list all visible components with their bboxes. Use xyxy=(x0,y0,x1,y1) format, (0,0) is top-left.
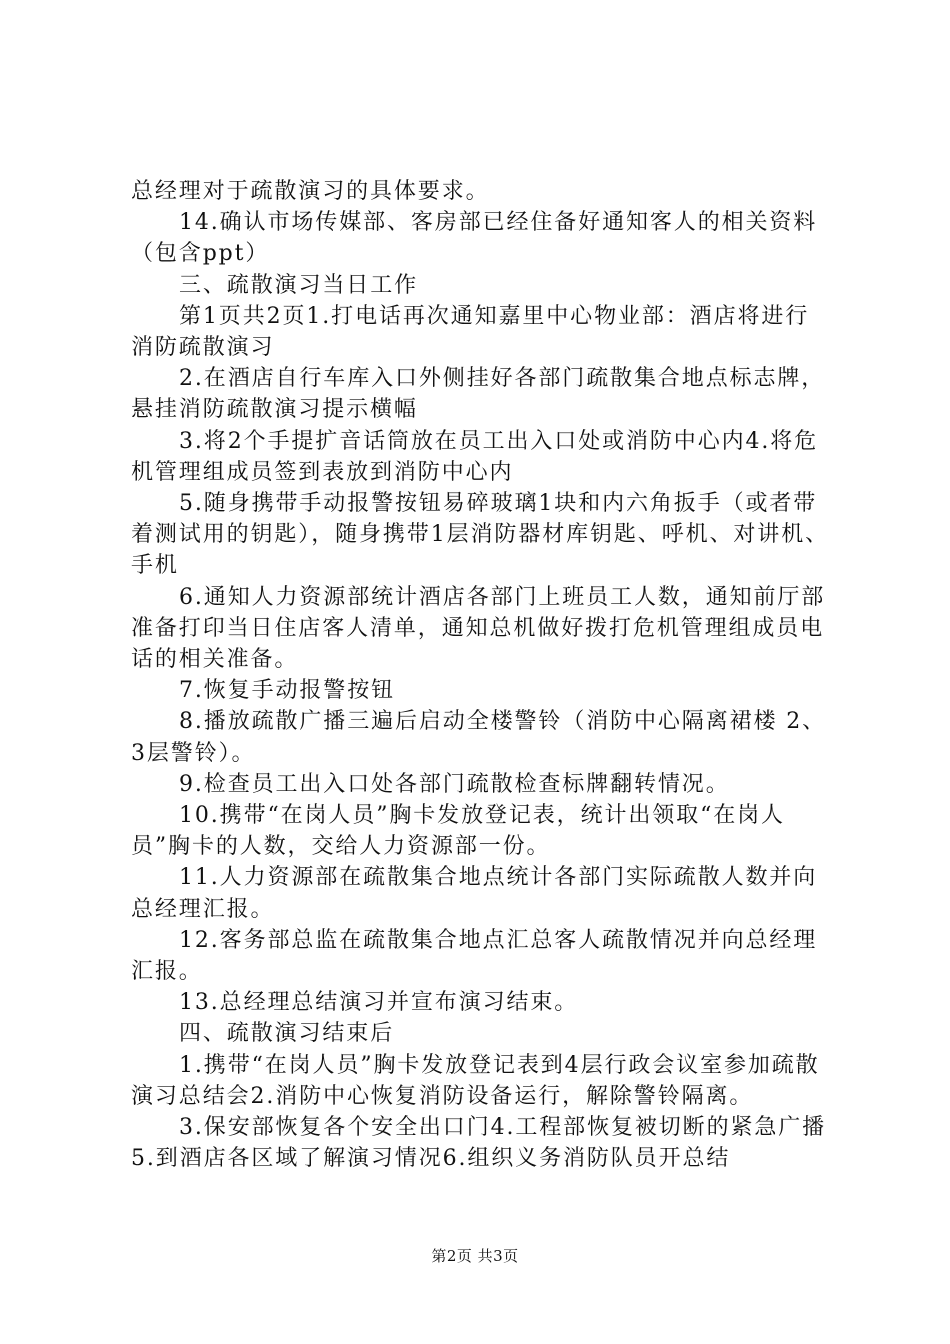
paragraph-15: 四、疏散演习结束后 xyxy=(179,1021,395,1047)
paragraph-6: 5.随身携带手动报警按钮易碎玻璃1块和内六角扳手（或者带着测试用的钥匙），随身携带1层消防器材库钥匙、呼机、对讲机、手机 xyxy=(131,491,829,579)
paragraph-16: 1.携带“在岗人员”胸卡发放登记表到4层行政会议室参加疏散演习总结会2.消防中心恢复消防设备运行，解除警铃隔离。 xyxy=(131,1052,820,1109)
paragraph-0: 总经理对于疏散演习的具体要求。 xyxy=(131,179,490,204)
document-body xyxy=(131,176,831,1175)
paragraph-8: 7.恢复手动报警按钮 xyxy=(179,678,395,704)
page-number-label: 第2页 共3页 xyxy=(431,1247,519,1265)
paragraph-12: 11.人力资源部在疏散集合地点统计各部门实际疏散人数并向总经理汇报。 xyxy=(131,865,818,922)
paragraph-10: 9.检查员工出入口处各部门疏散检查标牌翻转情况。 xyxy=(179,771,730,797)
paragraph-11: 10.携带“在岗人员”胸卡发放登记表，统计出领取“在岗人员”胸卡的人数，交给人力资源部一份。 xyxy=(131,803,785,860)
paragraph-5: 3.将2个手提扩音话筒放在员工出入口处或消防中心内4.将危机管理组成员签到表放到消防中心内 xyxy=(131,428,819,485)
page-footer xyxy=(0,1245,950,1266)
paragraph-2: 三、疏散演习当日工作 xyxy=(179,272,419,298)
paragraph-13: 12.客务部总监在疏散集合地点汇总客人疏散情况并向总经理汇报。 xyxy=(131,927,818,985)
paragraph-4: 2.在酒店自行车库入口外侧挂好各部门疏散集合地点标志牌，悬挂消防疏散演习提示横幅 xyxy=(131,366,826,423)
paragraph-9: 8.播放疏散广播三遍后启动全楼警铃（消防中心隔离裙楼 2、3层警铃）。 xyxy=(131,709,827,766)
paragraph-14: 13.总经理总结演习并宣布演习结束。 xyxy=(179,990,579,1016)
paragraph-1: 14.确认市场传媒部、客房部已经住备好通知客人的相关资料（包含ppt） xyxy=(131,210,818,267)
paragraph-17: 3.保安部恢复各个安全出口门4.工程部恢复被切断的紧急广播5.到酒店各区域了解演习情况6.组织义务消防队员开总结 xyxy=(131,1115,827,1172)
paragraph-7: 6.通知人力资源部统计酒店各部门上班员工人数，通知前厅部准备打印当日住店客人清单，通知总机做好拨打危机管理组成员电话的相关准备。 xyxy=(131,584,826,673)
paragraph-3: 第1页共2页1.打电话再次通知嘉里中心物业部：酒店将进行消防疏散演习 xyxy=(131,303,810,361)
